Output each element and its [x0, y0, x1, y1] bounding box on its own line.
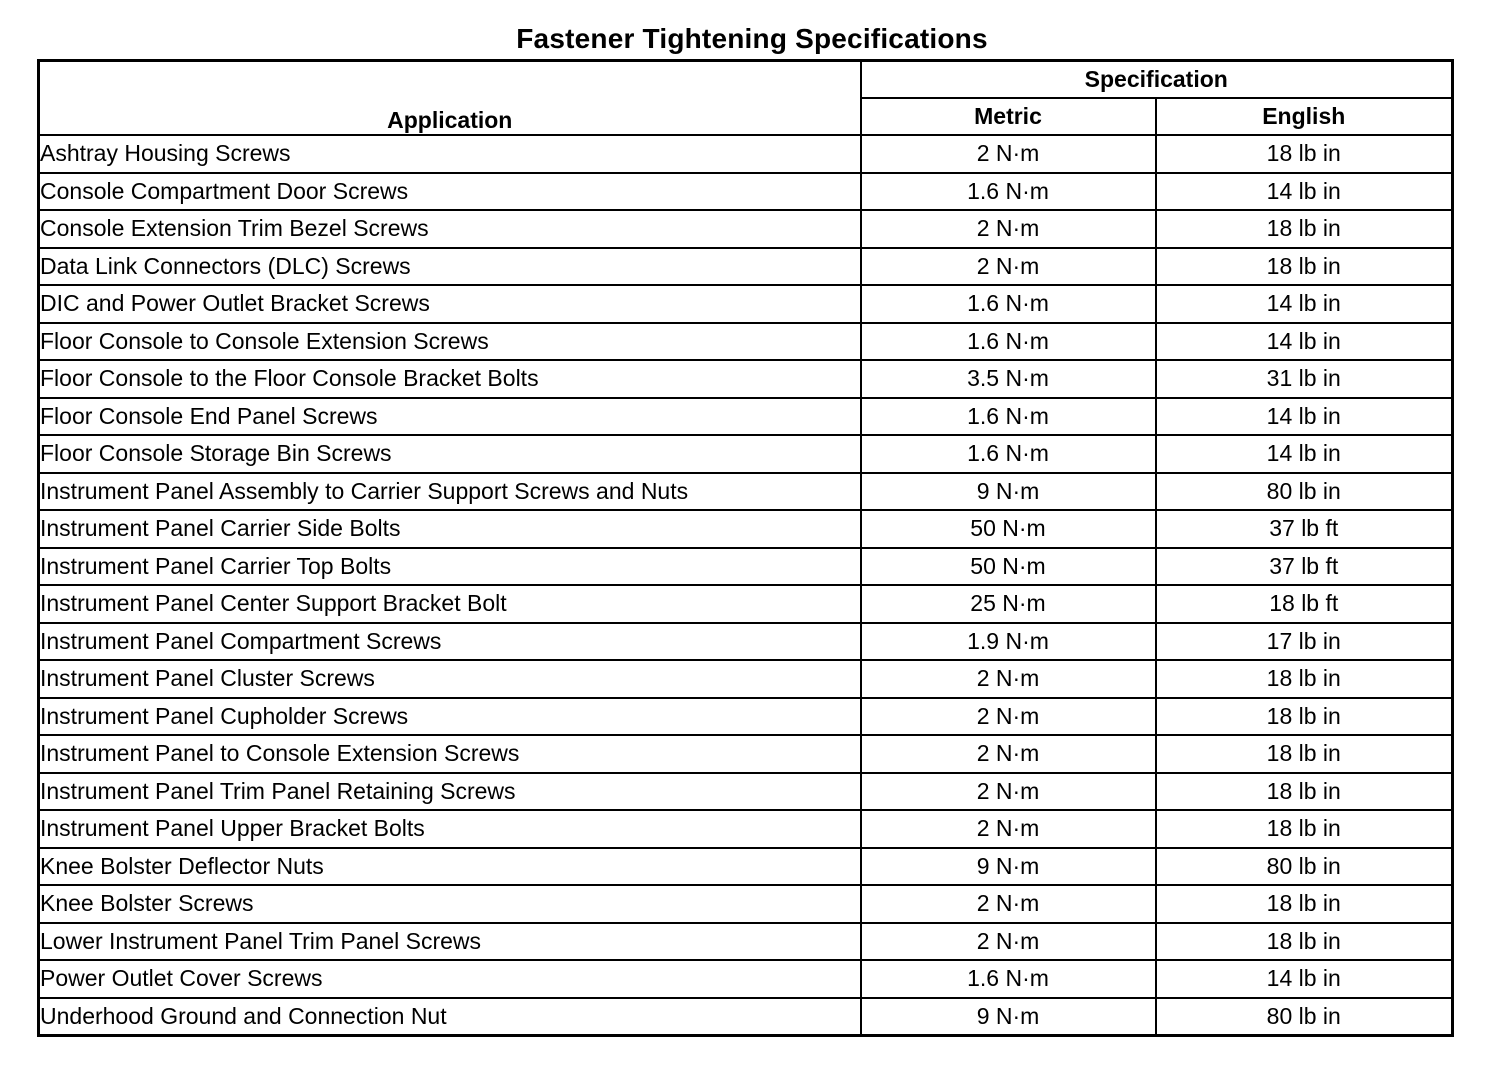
- metric-cell: 9 N·m: [861, 473, 1156, 511]
- application-cell: Instrument Panel Upper Bracket Bolts: [39, 810, 861, 848]
- table-row: [39, 698, 1453, 736]
- english-cell: 14 lb in: [1156, 323, 1453, 361]
- application-cell: Underhood Ground and Connection Nut: [39, 998, 861, 1036]
- table-row: [39, 473, 1453, 511]
- metric-cell: 2 N·m: [861, 248, 1156, 286]
- english-cell: 18 lb in: [1156, 885, 1453, 923]
- table-row: [39, 960, 1453, 998]
- english-cell: 31 lb in: [1156, 360, 1453, 398]
- application-cell: Floor Console Storage Bin Screws: [39, 435, 861, 473]
- metric-cell: 2 N·m: [861, 210, 1156, 248]
- metric-column-header: Metric: [861, 98, 1156, 135]
- application-column-header: Application: [39, 61, 861, 136]
- metric-cell: 1.6 N·m: [861, 960, 1156, 998]
- english-cell: 18 lb in: [1156, 735, 1453, 773]
- metric-cell: 2 N·m: [861, 735, 1156, 773]
- metric-cell: 25 N·m: [861, 585, 1156, 623]
- page-title: Fastener Tightening Specifications: [516, 23, 988, 54]
- application-cell: Instrument Panel to Console Extension Screws: [39, 735, 861, 773]
- metric-cell: 2 N·m: [861, 660, 1156, 698]
- metric-cell: 1.6 N·m: [861, 285, 1156, 323]
- metric-cell: 1.6 N·m: [861, 323, 1156, 361]
- metric-cell: 2 N·m: [861, 773, 1156, 811]
- metric-cell: 9 N·m: [861, 848, 1156, 886]
- table-row: [39, 210, 1453, 248]
- metric-cell: 2 N·m: [861, 885, 1156, 923]
- application-cell: Instrument Panel Carrier Top Bolts: [39, 548, 861, 586]
- table-row: [39, 998, 1453, 1036]
- application-cell: Knee Bolster Screws: [39, 885, 861, 923]
- metric-cell: 2 N·m: [861, 923, 1156, 961]
- table-body: [39, 135, 1453, 1036]
- application-cell: Instrument Panel Assembly to Carrier Support Screws and Nuts: [39, 473, 861, 511]
- table-row: [39, 623, 1453, 661]
- application-cell: Console Compartment Door Screws: [39, 173, 861, 211]
- english-cell: 14 lb in: [1156, 960, 1453, 998]
- application-cell: Floor Console End Panel Screws: [39, 398, 861, 436]
- metric-cell: 1.6 N·m: [861, 435, 1156, 473]
- metric-cell: 3.5 N·m: [861, 360, 1156, 398]
- metric-cell: 1.6 N·m: [861, 173, 1156, 211]
- application-cell: Ashtray Housing Screws: [39, 135, 861, 173]
- application-cell: Data Link Connectors (DLC) Screws: [39, 248, 861, 286]
- table-row: [39, 885, 1453, 923]
- application-cell: Instrument Panel Cluster Screws: [39, 660, 861, 698]
- english-cell: 14 lb in: [1156, 285, 1453, 323]
- table-row: [39, 510, 1453, 548]
- english-cell: 18 lb in: [1156, 773, 1453, 811]
- metric-cell: 1.6 N·m: [861, 398, 1156, 436]
- english-cell: 37 lb ft: [1156, 510, 1453, 548]
- application-cell: Instrument Panel Center Support Bracket Bolt: [39, 585, 861, 623]
- metric-cell: 2 N·m: [861, 698, 1156, 736]
- english-cell: 17 lb in: [1156, 623, 1453, 661]
- application-cell: DIC and Power Outlet Bracket Screws: [39, 285, 861, 323]
- table-row: [39, 585, 1453, 623]
- metric-cell: 1.9 N·m: [861, 623, 1156, 661]
- english-cell: 37 lb ft: [1156, 548, 1453, 586]
- application-cell: Power Outlet Cover Screws: [39, 960, 861, 998]
- table-row: [39, 285, 1453, 323]
- table-row: [39, 173, 1453, 211]
- specifications-table: [37, 59, 1454, 1037]
- application-cell: Knee Bolster Deflector Nuts: [39, 848, 861, 886]
- specification-group-header: Specification: [861, 61, 1453, 99]
- english-cell: 18 lb in: [1156, 810, 1453, 848]
- table-row: [39, 360, 1453, 398]
- english-cell: 18 lb in: [1156, 923, 1453, 961]
- table-row: [39, 810, 1453, 848]
- table-row: [39, 548, 1453, 586]
- application-cell: Instrument Panel Compartment Screws: [39, 623, 861, 661]
- application-cell: Lower Instrument Panel Trim Panel Screws: [39, 923, 861, 961]
- english-cell: 14 lb in: [1156, 435, 1453, 473]
- english-cell: 18 lb in: [1156, 210, 1453, 248]
- application-cell: Floor Console to Console Extension Screws: [39, 323, 861, 361]
- metric-cell: 2 N·m: [861, 810, 1156, 848]
- table-row: [39, 735, 1453, 773]
- application-cell: Instrument Panel Trim Panel Retaining Screws: [39, 773, 861, 811]
- english-cell: 14 lb in: [1156, 173, 1453, 211]
- application-cell: Floor Console to the Floor Console Bracket Bolts: [39, 360, 861, 398]
- english-cell: 18 lb in: [1156, 698, 1453, 736]
- english-cell: 18 lb in: [1156, 248, 1453, 286]
- table-row: [39, 773, 1453, 811]
- table-row: [39, 135, 1453, 173]
- metric-cell: 50 N·m: [861, 548, 1156, 586]
- table-row: [39, 398, 1453, 436]
- table-row: [39, 435, 1453, 473]
- english-cell: 14 lb in: [1156, 398, 1453, 436]
- table-row: [39, 323, 1453, 361]
- application-cell: Instrument Panel Cupholder Screws: [39, 698, 861, 736]
- table-row: [39, 248, 1453, 286]
- application-cell: Instrument Panel Carrier Side Bolts: [39, 510, 861, 548]
- table-row: [39, 923, 1453, 961]
- english-cell: 18 lb in: [1156, 135, 1453, 173]
- metric-cell: 50 N·m: [861, 510, 1156, 548]
- english-cell: 80 lb in: [1156, 998, 1453, 1036]
- table-row: [39, 848, 1453, 886]
- metric-cell: 9 N·m: [861, 998, 1156, 1036]
- table-row: [39, 660, 1453, 698]
- metric-cell: 2 N·m: [861, 135, 1156, 173]
- table-header: [39, 61, 1453, 136]
- english-cell: 18 lb in: [1156, 660, 1453, 698]
- english-cell: 18 lb ft: [1156, 585, 1453, 623]
- english-column-header: English: [1156, 98, 1453, 135]
- english-cell: 80 lb in: [1156, 848, 1453, 886]
- english-cell: 80 lb in: [1156, 473, 1453, 511]
- application-cell: Console Extension Trim Bezel Screws: [39, 210, 861, 248]
